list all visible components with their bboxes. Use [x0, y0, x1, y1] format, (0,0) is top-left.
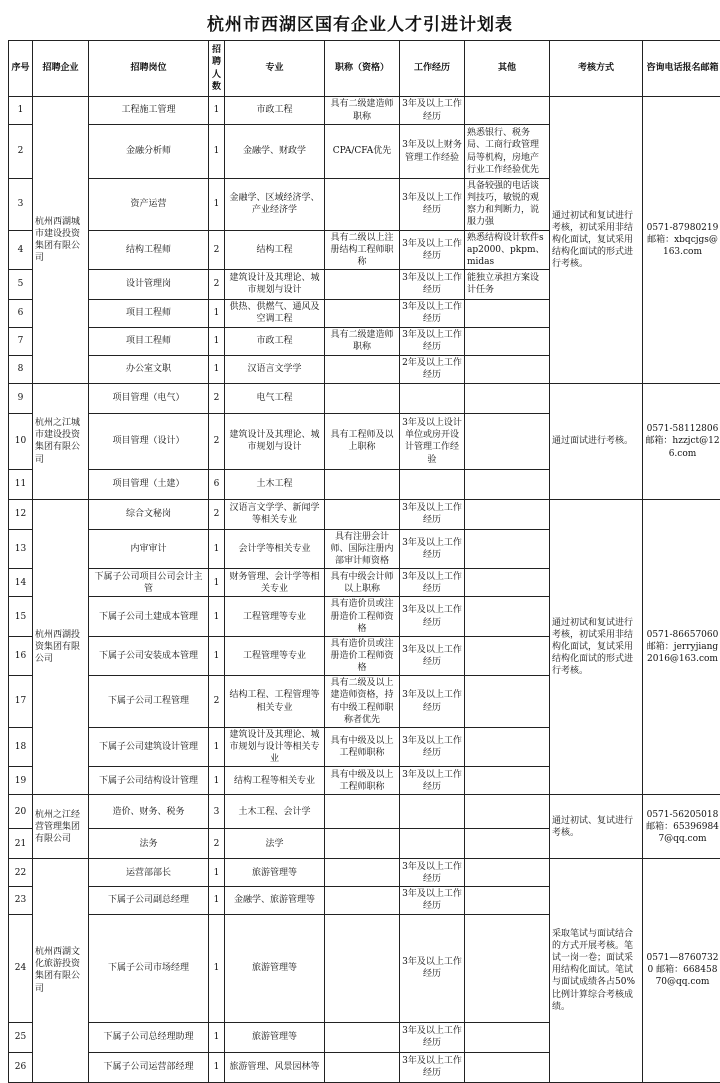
cell-title-qual [325, 829, 400, 859]
cell-assessment: 通过初试、复试进行考核。 [550, 795, 643, 859]
header-experience: 工作经历 [400, 41, 465, 97]
cell-count: 2 [209, 676, 225, 728]
cell-seq: 21 [9, 829, 33, 859]
cell-count: 1 [209, 97, 225, 125]
cell-count: 6 [209, 469, 225, 499]
cell-other [465, 1052, 550, 1082]
cell-count: 2 [209, 269, 225, 299]
cell-other [465, 887, 550, 914]
table-header-row [9, 41, 720, 97]
cell-experience [400, 829, 465, 859]
cell-experience: 3年及以上工作经历 [400, 327, 465, 355]
cell-major: 建筑设计及其理论、城市规划与设计 [225, 269, 325, 299]
cell-experience: 3年及以上工作经历 [400, 97, 465, 125]
cell-other [465, 914, 550, 1022]
cell-major: 供热、供燃气、通风及空调工程 [225, 299, 325, 327]
cell-position: 下属子公司副总经理 [89, 887, 209, 914]
cell-position: 下属子公司结构设计管理 [89, 767, 209, 795]
cell-seq: 24 [9, 914, 33, 1022]
cell-other [465, 829, 550, 859]
cell-contact: 0571-56205018 邮箱：653969847@qq.com [643, 795, 720, 859]
cell-assessment: 采取笔试与面试结合的方式开展考核。笔试一岗一卷；面试采用结构化面试。笔试与面试成绩各占50%比例计算综合考核成绩。 [550, 859, 643, 1082]
cell-major: 土木工程、会计学 [225, 795, 325, 829]
cell-title-qual [325, 179, 400, 231]
cell-major: 金融学、区域经济学、产业经济学 [225, 179, 325, 231]
cell-count: 2 [209, 413, 225, 469]
cell-experience: 3年及以上工作经历 [400, 859, 465, 887]
cell-company: 杭州西湖投资集团有限公司 [33, 499, 89, 794]
cell-experience: 3年及以上工作经历 [400, 727, 465, 766]
cell-position: 下属子公司安装成本管理 [89, 636, 209, 675]
cell-title-qual [325, 299, 400, 327]
cell-position: 设计管理岗 [89, 269, 209, 299]
cell-other: 熟悉结构设计软件sap2000、pkpm、midas [465, 230, 550, 269]
cell-position: 下属子公司市场经理 [89, 914, 209, 1022]
cell-seq: 26 [9, 1052, 33, 1082]
cell-major: 金融学、旅游管理等 [225, 887, 325, 914]
cell-other [465, 355, 550, 383]
cell-experience: 3年及以上工作经历 [400, 767, 465, 795]
cell-major: 工程管理等专业 [225, 597, 325, 636]
cell-experience: 3年及以上工作经历 [400, 887, 465, 914]
cell-contact: 0571—87607320 邮箱：66845870@qq.com [643, 859, 720, 1082]
cell-other [465, 97, 550, 125]
cell-title-qual [325, 1052, 400, 1082]
cell-major: 结构工程、工程管理等相关专业 [225, 676, 325, 728]
cell-position: 工程施工管理 [89, 97, 209, 125]
cell-company: 杭州西湖城市建设投资集团有限公司 [33, 97, 89, 384]
cell-other [465, 676, 550, 728]
cell-count: 1 [209, 179, 225, 231]
cell-count: 2 [209, 829, 225, 859]
cell-position: 下属子公司土建成本管理 [89, 597, 209, 636]
cell-experience [400, 383, 465, 413]
table-row [9, 383, 720, 413]
cell-seq: 11 [9, 469, 33, 499]
cell-major: 结构工程等相关专业 [225, 767, 325, 795]
cell-position: 造价、财务、税务 [89, 795, 209, 829]
cell-count: 1 [209, 125, 225, 179]
cell-major: 结构工程 [225, 230, 325, 269]
cell-assessment: 通过面试进行考核。 [550, 383, 643, 499]
cell-major: 财务管理、会计学等相关专业 [225, 569, 325, 597]
cell-count: 1 [209, 355, 225, 383]
cell-assessment: 通过初试和复试进行考核，初试采用非结构化面试，复试采用结构化面试的形式进行考核。 [550, 499, 643, 794]
cell-seq: 1 [9, 97, 33, 125]
cell-major: 旅游管理等 [225, 859, 325, 887]
cell-seq: 25 [9, 1022, 33, 1052]
cell-major: 建筑设计及其理论、城市规划与设计等相关专业 [225, 727, 325, 766]
cell-major: 市政工程 [225, 327, 325, 355]
cell-seq: 14 [9, 569, 33, 597]
cell-contact: 0571-58112806 邮箱：hzzjct@126.com [643, 383, 720, 499]
cell-contact: 0571-87980219 邮箱：xbqcjgs@163.com [643, 97, 720, 384]
cell-other: 能独立承担方案设计任务 [465, 269, 550, 299]
cell-company: 杭州之江城市建设投资集团有限公司 [33, 383, 89, 499]
cell-seq: 22 [9, 859, 33, 887]
cell-major: 汉语言文学学 [225, 355, 325, 383]
cell-title-qual [325, 269, 400, 299]
cell-experience: 3年及以上工作经历 [400, 499, 465, 529]
cell-count: 1 [209, 1052, 225, 1082]
cell-title-qual: 具有二级及以上建造师资格，持有中级工程师职称者优先 [325, 676, 400, 728]
cell-seq: 4 [9, 230, 33, 269]
cell-count: 1 [209, 597, 225, 636]
cell-company: 杭州之江经营管理集团有限公司 [33, 795, 89, 859]
cell-count: 1 [209, 529, 225, 568]
cell-major: 法学 [225, 829, 325, 859]
cell-title-qual: 具有造价员或注册造价工程师资格 [325, 636, 400, 675]
cell-major: 工程管理等专业 [225, 636, 325, 675]
cell-major: 旅游管理等 [225, 1022, 325, 1052]
cell-other [465, 413, 550, 469]
cell-position: 下属子公司运营部经理 [89, 1052, 209, 1082]
recruitment-table [8, 40, 720, 1083]
cell-seq: 16 [9, 636, 33, 675]
cell-position: 下属子公司建筑设计管理 [89, 727, 209, 766]
cell-major: 电气工程 [225, 383, 325, 413]
cell-count: 2 [209, 383, 225, 413]
cell-seq: 8 [9, 355, 33, 383]
cell-count: 1 [209, 327, 225, 355]
cell-experience: 3年及以上工作经历 [400, 569, 465, 597]
cell-other [465, 469, 550, 499]
cell-position: 法务 [89, 829, 209, 859]
header-position: 招聘岗位 [89, 41, 209, 97]
cell-major: 金融学、财政学 [225, 125, 325, 179]
cell-position: 金融分析师 [89, 125, 209, 179]
cell-seq: 9 [9, 383, 33, 413]
cell-seq: 23 [9, 887, 33, 914]
cell-experience: 3年及以上工作经历 [400, 676, 465, 728]
cell-seq: 6 [9, 299, 33, 327]
cell-title-qual [325, 1022, 400, 1052]
cell-title-qual: CPA/CFA优先 [325, 125, 400, 179]
cell-position: 内审审计 [89, 529, 209, 568]
cell-major: 土木工程 [225, 469, 325, 499]
cell-other [465, 795, 550, 829]
cell-count: 3 [209, 795, 225, 829]
cell-position: 项目管理（土建） [89, 469, 209, 499]
cell-experience [400, 469, 465, 499]
cell-other [465, 529, 550, 568]
cell-title-qual: 具有二级建造师职称 [325, 97, 400, 125]
cell-position: 项目工程师 [89, 327, 209, 355]
cell-experience: 3年及以上工作经历 [400, 1022, 465, 1052]
cell-other [465, 569, 550, 597]
cell-position: 下属子公司项目公司会计主管 [89, 569, 209, 597]
cell-major: 汉语言文学学、新闻学等相关专业 [225, 499, 325, 529]
cell-count: 1 [209, 887, 225, 914]
cell-experience: 3年及以上工作经历 [400, 597, 465, 636]
cell-position: 结构工程师 [89, 230, 209, 269]
cell-contact: 0571-86657060 邮箱：jerryjiang2016@163.com [643, 499, 720, 794]
cell-title-qual [325, 914, 400, 1022]
cell-other: 熟悉银行、税务局、工商行政管理局等机构，房地产行业工作经验优先 [465, 125, 550, 179]
cell-count: 1 [209, 569, 225, 597]
cell-experience: 3年及以上工作经历 [400, 914, 465, 1022]
cell-experience: 3年及以上工作经历 [400, 299, 465, 327]
cell-experience: 3年及以上工作经历 [400, 529, 465, 568]
cell-other [465, 1022, 550, 1052]
cell-count: 2 [209, 499, 225, 529]
cell-experience: 2年及以上工作经历 [400, 355, 465, 383]
cell-experience: 3年及以上工作经历 [400, 269, 465, 299]
cell-seq: 19 [9, 767, 33, 795]
cell-major: 会计学等相关专业 [225, 529, 325, 568]
cell-count: 1 [209, 636, 225, 675]
header-other: 其他 [465, 41, 550, 97]
cell-title-qual: 具有注册会计师、国际注册内部审计师资格 [325, 529, 400, 568]
cell-experience: 3年及以上设计单位或房开设计管理工作经验 [400, 413, 465, 469]
cell-title-qual: 具有工程师及以上职称 [325, 413, 400, 469]
cell-position: 下属子公司工程管理 [89, 676, 209, 728]
cell-count: 1 [209, 727, 225, 766]
cell-title-qual [325, 383, 400, 413]
cell-other [465, 597, 550, 636]
cell-seq: 17 [9, 676, 33, 728]
cell-count: 1 [209, 299, 225, 327]
cell-position: 项目管理（设计） [89, 413, 209, 469]
header-count: 招聘人数 [209, 41, 225, 97]
cell-seq: 12 [9, 499, 33, 529]
header-assessment: 考核方式 [550, 41, 643, 97]
table-row [9, 795, 720, 829]
table-row [9, 499, 720, 529]
cell-experience: 3年及以上工作经历 [400, 230, 465, 269]
cell-other [465, 767, 550, 795]
cell-seq: 3 [9, 179, 33, 231]
header-contact: 咨询电话报名邮箱 [643, 41, 720, 97]
cell-other: 具备较强的电话谈判技巧，敏锐的观察力和判断力，说服力强 [465, 179, 550, 231]
header-seq: 序号 [9, 41, 33, 97]
cell-seq: 10 [9, 413, 33, 469]
cell-position: 项目管理（电气） [89, 383, 209, 413]
cell-other [465, 636, 550, 675]
cell-other [465, 327, 550, 355]
cell-major: 市政工程 [225, 97, 325, 125]
cell-experience: 3年及以上工作经历 [400, 1052, 465, 1082]
cell-experience [400, 795, 465, 829]
cell-title-qual [325, 887, 400, 914]
header-title-qual: 职称（资格） [325, 41, 400, 97]
cell-position: 资产运营 [89, 179, 209, 231]
cell-major: 旅游管理等 [225, 914, 325, 1022]
cell-major: 旅游管理、风景园林等 [225, 1052, 325, 1082]
cell-count: 1 [209, 914, 225, 1022]
cell-position: 综合文秘岗 [89, 499, 209, 529]
cell-seq: 2 [9, 125, 33, 179]
cell-assessment: 通过初试和复试进行考核，初试采用非结构化面试，复试采用结构化面试的形式进行考核。 [550, 97, 643, 384]
cell-count: 1 [209, 1022, 225, 1052]
cell-title-qual: 具有中级及以上工程师职称 [325, 767, 400, 795]
table-row [9, 97, 720, 125]
cell-position: 下属子公司总经理助理 [89, 1022, 209, 1052]
cell-title-qual [325, 355, 400, 383]
cell-title-qual [325, 859, 400, 887]
table-body [9, 97, 720, 1083]
page-title: 杭州市西湖区国有企业人才引进计划表 [0, 10, 720, 35]
cell-seq: 20 [9, 795, 33, 829]
cell-count: 1 [209, 859, 225, 887]
cell-title-qual: 具有中级会计师以上职称 [325, 569, 400, 597]
cell-title-qual [325, 795, 400, 829]
cell-other [465, 499, 550, 529]
cell-count: 2 [209, 230, 225, 269]
cell-title-qual: 具有二级建造师职称 [325, 327, 400, 355]
cell-count: 1 [209, 767, 225, 795]
cell-seq: 5 [9, 269, 33, 299]
cell-title-qual [325, 469, 400, 499]
cell-seq: 13 [9, 529, 33, 568]
cell-position: 办公室文职 [89, 355, 209, 383]
cell-experience: 3年及以上财务管理工作经验 [400, 125, 465, 179]
cell-title-qual [325, 499, 400, 529]
cell-other [465, 859, 550, 887]
cell-position: 项目工程师 [89, 299, 209, 327]
table-row [9, 859, 720, 887]
cell-other [465, 383, 550, 413]
cell-seq: 18 [9, 727, 33, 766]
cell-company: 杭州西湖文化旅游投资集团有限公司 [33, 859, 89, 1082]
cell-other [465, 727, 550, 766]
cell-experience: 3年及以上工作经历 [400, 636, 465, 675]
header-major: 专业 [225, 41, 325, 97]
cell-seq: 15 [9, 597, 33, 636]
cell-title-qual: 具有中级及以上工程师职称 [325, 727, 400, 766]
cell-experience: 3年及以上工作经历 [400, 179, 465, 231]
header-company: 招聘企业 [33, 41, 89, 97]
cell-other [465, 299, 550, 327]
cell-title-qual: 具有造价员或注册造价工程师资格 [325, 597, 400, 636]
cell-major: 建筑设计及其理论、城市规划与设计 [225, 413, 325, 469]
cell-title-qual: 具有二级以上注册结构工程师职称 [325, 230, 400, 269]
cell-position: 运营部部长 [89, 859, 209, 887]
cell-seq: 7 [9, 327, 33, 355]
